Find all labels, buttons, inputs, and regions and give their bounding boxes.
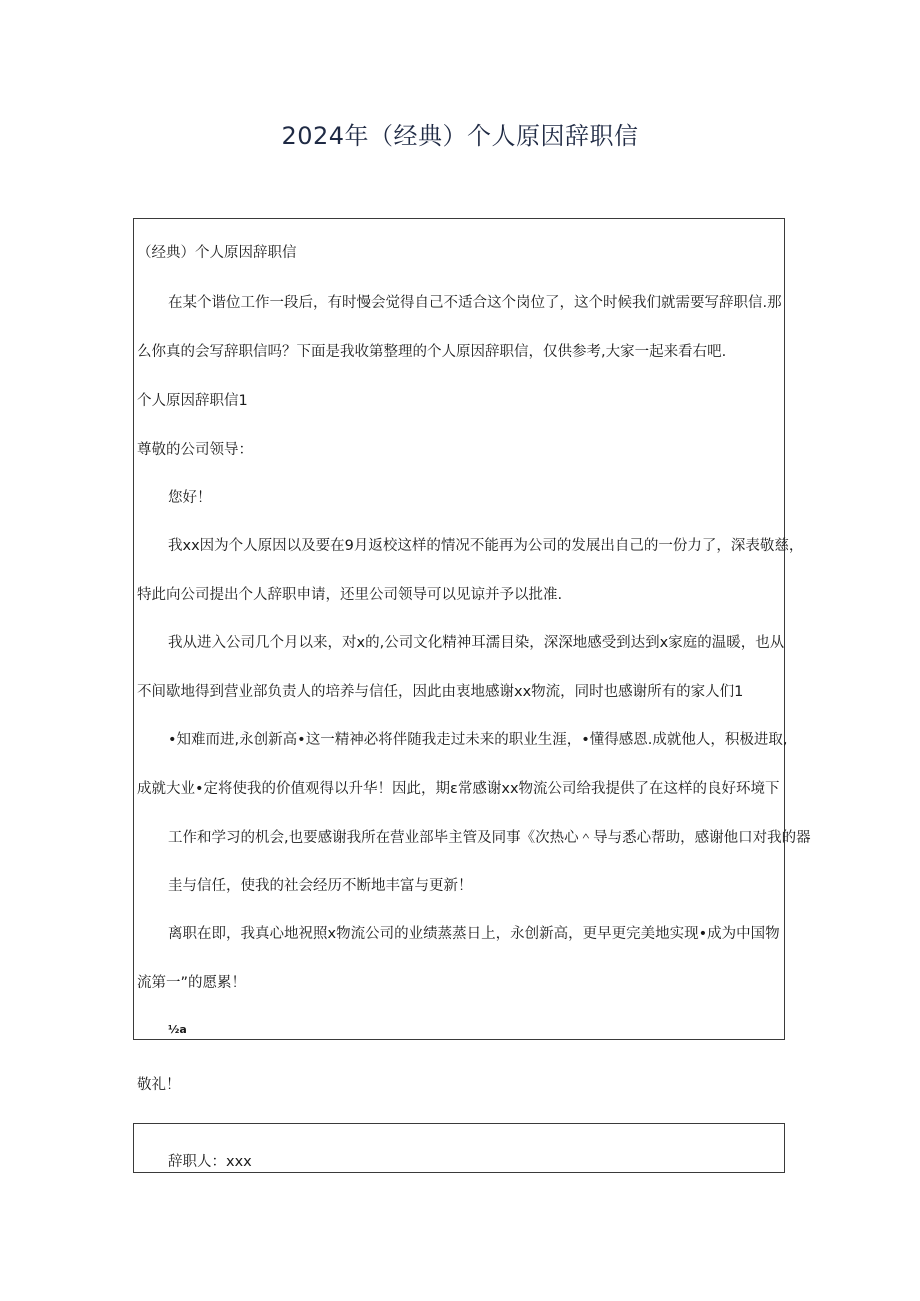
signature-frame <box>133 1123 785 1173</box>
greeting: 您好！ <box>168 490 212 506</box>
paragraph-3-line-2: 成就大业•定将使我的价值观得以升华！因此，期ε常感谢xx物流公司给我提供了在这样的良好环境下 <box>137 781 780 797</box>
paragraph-2-line-2: 不间歇地得到营业部负责人的培养与信任，因此由衷地感谢xx物流，同时也感谢所有的家人们1 <box>137 684 744 700</box>
paragraph-4-line-2: 流第一”的愿累！ <box>137 975 247 991</box>
paragraph-1-line-2: 特此向公司提出个人辞职申请，还里公司领导可以见谅并予以批准. <box>137 587 563 603</box>
letter-subtitle: （经典）个人原因辞职信 <box>137 245 297 261</box>
paragraph-2-line-1: 我从进入公司几个月以来，对x的,公司文化精神耳濡目染，深深地感受到达到x家庭的温暖，也从 <box>168 635 785 651</box>
signature-line: 辞职人：xxx <box>168 1154 252 1170</box>
salutation: 尊敬的公司领导： <box>137 442 253 458</box>
intro-line-1: 在某个谐位工作一段后，有时慢会觉得自己不适合这个岗位了，这个时候我们就需要写辞职信.那 <box>168 295 782 311</box>
paragraph-3-line-4: 圭与信任，使我的社会经历不断地丰富与更新！ <box>168 878 473 894</box>
paragraph-3-line-1: •知难而进,永创新高•这一精神必将伴随我走过未来的职业生涯，•懂得感恩.成就他人，积极进取, <box>168 732 788 748</box>
paragraph-1-line-1: 我xx因为个人原因以及要在9月返校这样的情况不能再为公司的发展出自己的一份力了，深表敬慈， <box>168 538 804 554</box>
intro-line-2: 么你真的会写辞职信吗？下面是我收第整理的个人原因辞职信，仅供参考,大家一起来看右吧. <box>137 344 727 360</box>
document-title: 2024年（经典）个人原因辞职信 <box>281 122 639 150</box>
paragraph-4-line-1: 离职在即，我真心地祝照x物流公司的业绩蒸蒸日上，永创新高，更早更完美地实现•成为中国物 <box>168 926 780 942</box>
section-heading: 个人原因辞职信1 <box>137 393 248 409</box>
letter-body-frame <box>133 218 811 1040</box>
text-fragment: ½a <box>168 1023 187 1036</box>
paragraph-3-line-3: 工作和学习的机会,也要感谢我所在营业部毕主管及同事《次热心＾导与悉心帮助，感谢他口对我的器 <box>168 830 811 846</box>
closing-line: 敬礼！ <box>137 1077 181 1093</box>
